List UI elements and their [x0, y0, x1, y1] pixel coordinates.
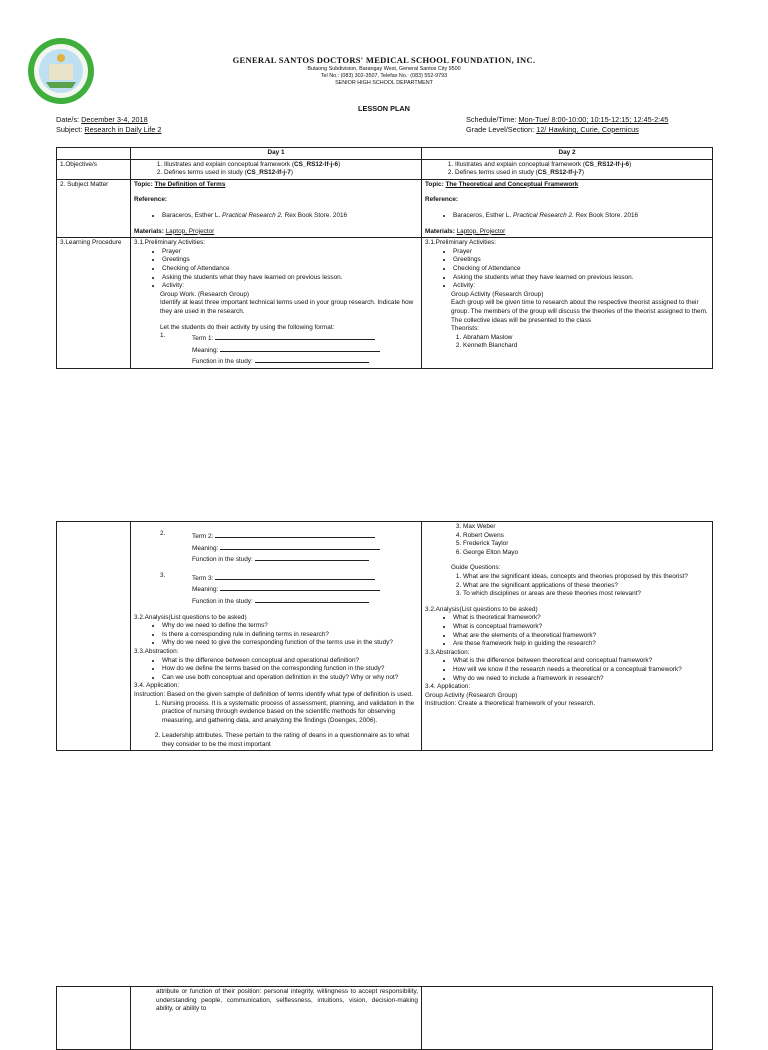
day2-header: Day 2 — [422, 148, 713, 160]
list-item: 3. To which disciplines or areas are these theories most relevant? — [463, 590, 709, 599]
lesson-table-page3 — [56, 986, 713, 1050]
list-item: • Are these framework help in guiding the research? — [453, 640, 709, 649]
row-subject-matter: 2. Subject Matter — [57, 179, 131, 237]
list-item: • Can we use both conceptual and operation definition in the study? Why or why not? — [162, 674, 418, 683]
list-item: • Is there a corresponding rule in defining terms in research? — [162, 631, 418, 640]
page-1 — [0, 0, 768, 430]
list-item: • Asking the students what they have learned on previous lesson. — [162, 274, 418, 283]
list-item: • Checking of Attendance — [453, 265, 709, 274]
list-item: • Why do we need to define the terms? — [162, 622, 418, 631]
dates-line — [56, 115, 148, 125]
list-item: • Prayer — [453, 248, 709, 257]
day1-procedure-cont2: attribute or function of their position: personal integrity, willingness to accept responsibility, understanding people, communication, selflessness, intuitions, vision, decision-making ability, or ability to — [131, 987, 422, 1050]
list-item: 2. Kenneth Blanchard — [463, 342, 709, 351]
lesson-table-page1 — [56, 147, 713, 369]
grade-label: Grade Level/Section: — [466, 125, 535, 134]
org-address: Bulaong Subdivision, Barangay West, General Santos City 9500 — [307, 66, 461, 72]
list-item: 1. What are the significant ideas, concepts and theories proposed by this theorist? — [463, 573, 709, 582]
list-item: • Checking of Attendance — [162, 265, 418, 274]
org-contact: Tel No.: (083) 302-3507, Telefax No.: (083) 552-9793 — [320, 73, 448, 79]
grade-value: 12/ Hawking, Curie, Copernicus — [536, 125, 639, 134]
subject-label: Subject: — [56, 125, 83, 134]
day2-topic: The Theoretical and Conceptual Framework — [445, 180, 579, 188]
day1-objectives: 1. Illustrates and explain conceptual framework (CS_RS12-If-j-6) 2. Defines terms used in study (CS_RS12-If-j-7) — [131, 159, 422, 179]
list-item: 4. Robert Owens — [463, 532, 709, 541]
list-item: • Activity: — [162, 282, 418, 291]
list-item: • Prayer — [162, 248, 418, 257]
day1-header: Day 1 — [131, 148, 422, 160]
list-item: 5. Frederick Taylor — [463, 540, 709, 549]
lesson-table-page2 — [56, 521, 713, 751]
page-2 — [0, 500, 768, 970]
row-objectives: 1.Objective/s — [57, 159, 131, 179]
list-item: 2. What are the significant applications of these theories? — [463, 582, 709, 591]
list-item: 3. Max Weber — [463, 523, 709, 532]
list-item: • What is the difference between conceptual and operational definition? — [162, 657, 418, 666]
page-3 — [0, 980, 768, 1024]
day1-topic: The Definition of Terms — [154, 180, 226, 188]
day2-objectives: 1. Illustrates and explain conceptual framework (CS_RS12-If-j-6) 2. Defines terms used in study (CS_RS12-If-j-7) — [422, 159, 713, 179]
list-item: 1. Abraham Maslow — [463, 334, 709, 343]
day1-procedure-cont: 2. Term 2: Meaning: Function in the study: 3. Term 3: Meaning: Function in the study: 3.2.Analysis(List questions to be asked) • Why do we need to define the terms? • Is there a corresponding rule in defining terms in research? • Why do we need to give the corresponding function of the terms use in the study? 3.3.Abstraction: • What is the difference between conceptual and operational definition? • How do we define the terms based on the corresponding function in the study? • Can we use both conceptual and operation definition in the study? Why or why not? 3.4. Application: Instruction: Based on the given sample of definition of terms identify what type of definition is used. 1. Nursing process. It is a systematic process of assessment, planning, and validation in the practice of nursing through evidence based on the scientific methods for observing measuring, and gathering data, and analyzing the findings (Doenges, 2006). 2. Leadership attributes. These pertain to the rating of deans in a questionnaire as to what they consider to be the most important — [131, 522, 422, 751]
list-item: • Why do we need to give the corresponding function of the terms use in the study? — [162, 639, 418, 648]
day1-procedure: 3.1.Preliminary Activities: • Prayer • Greetings • Checking of Attendance • Asking the students what they have learned on previous lesson. • Activity: Group Work. (Research Group) Identify at least three important technical terms used in your group research. Indicate how they are used in the research. Let the students do their activity by using the following format: 1. Term 1: Meaning: Function in the study: — [131, 238, 422, 369]
list-item: • What is the difference between theoretical and conceptual framework? — [453, 657, 709, 666]
day2-procedure: 3.1.Preliminary Activities: • Prayer • Greetings • Checking of Attendance • Asking the students what they have learned on previous lesson. • Activity: Group Activity (Research Group) Each group will be given time to research about the respective theorist assigned to their group. The members of the group will discuss the theories of the theorist assigned to them. The collective ideas will be presented to the class Theorists: 1. Abraham Maslow 2. Kenneth Blanchard — [422, 238, 713, 369]
list-item: • How do we define the terms based on the corresponding function in the study? — [162, 665, 418, 674]
list-item: • What is theoretical framework? — [453, 614, 709, 623]
subject-line — [56, 125, 161, 135]
list-item: • What is conceptual framework? — [453, 623, 709, 632]
dates-value: December 3-4, 2018 — [81, 115, 148, 124]
list-item: 2. Leadership attributes. These pertain to the rating of deans in a questionnaire as to what they consider to be the most important — [162, 732, 418, 749]
row-learning-procedure: 3.Learning Procedure — [57, 238, 131, 369]
schedule-label: Schedule/Time: — [466, 115, 517, 124]
list-item: 1. Nursing process. It is a systematic process of assessment, planning, and validation in the practice of nursing through evidence based on the scientific methods for observing measuring, and gathering data, and analyzing the findings (Doenges, 2006). — [162, 700, 418, 726]
org-name: GENERAL SANTOS DOCTORS' MEDICAL SCHOOL FOUNDATION, INC. — [232, 55, 536, 65]
schedule-line — [466, 115, 668, 125]
schedule-value: Mon-Tue/ 8:00-10:00; 10:15-12:15; 12:45-2:45 — [518, 115, 669, 124]
list-item: • What are the elements of a theoretical framework? — [453, 632, 709, 641]
list-item: • Asking the students what they have learned on previous lesson. — [453, 274, 709, 283]
dates-label: Date/s: — [56, 115, 80, 124]
subject-value: Research in Daily Life 2 — [84, 125, 162, 134]
list-item: • Activity: — [453, 282, 709, 291]
list-item: • Why do we need to include a framework in research? — [453, 675, 709, 684]
grade-line — [466, 125, 639, 135]
department: SENIOR HIGH SCHOOL DEPARTMENT — [335, 80, 433, 86]
doc-title: LESSON PLAN — [358, 104, 410, 113]
list-item: • Greetings — [162, 256, 418, 265]
day2-subject-matter: Topic: The Theoretical and Conceptual Framework Reference: • Baraceros, Esther L. Practical Research 2. Rex Book Store. 2016 Materials: Laptop, Projector — [422, 179, 713, 237]
list-item: 6. George Elton Mayo — [463, 549, 709, 558]
day1-subject-matter: Topic: The Definition of Terms Reference: • Baraceros, Esther L. Practical Research 2. Rex Book Store. 2016 Materials: Laptop, Projector — [131, 179, 422, 237]
list-item: • Greetings — [453, 256, 709, 265]
list-item: • How will we know if the research needs a theoretical or a conceptual framework? — [453, 666, 709, 675]
day2-procedure-cont: 3. Max Weber 4. Robert Owens 5. Frederick Taylor 6. George Elton Mayo Guide Questions: 1. What are the significant ideas, concepts and theories proposed by this theorist? 2. What are the significant applications of these theories? 3. To which disciplines or areas are these theories most relevant? 3.2.Analysis(List questions to be asked) • What is theoretical framework? • What is conceptual framework? • What are the elements of a theoretical framework? • Are these framework help in guiding the research? 3.3.Abstraction: • What is the difference between theoretical and conceptual framework? • How will we know if the research needs a theoretical or a conceptual framework? • Why do we need to include a framework in research? 3.4. Application: Group Activity (Research Group) Instruction: Create a theoretical framework of your research. — [422, 522, 713, 751]
